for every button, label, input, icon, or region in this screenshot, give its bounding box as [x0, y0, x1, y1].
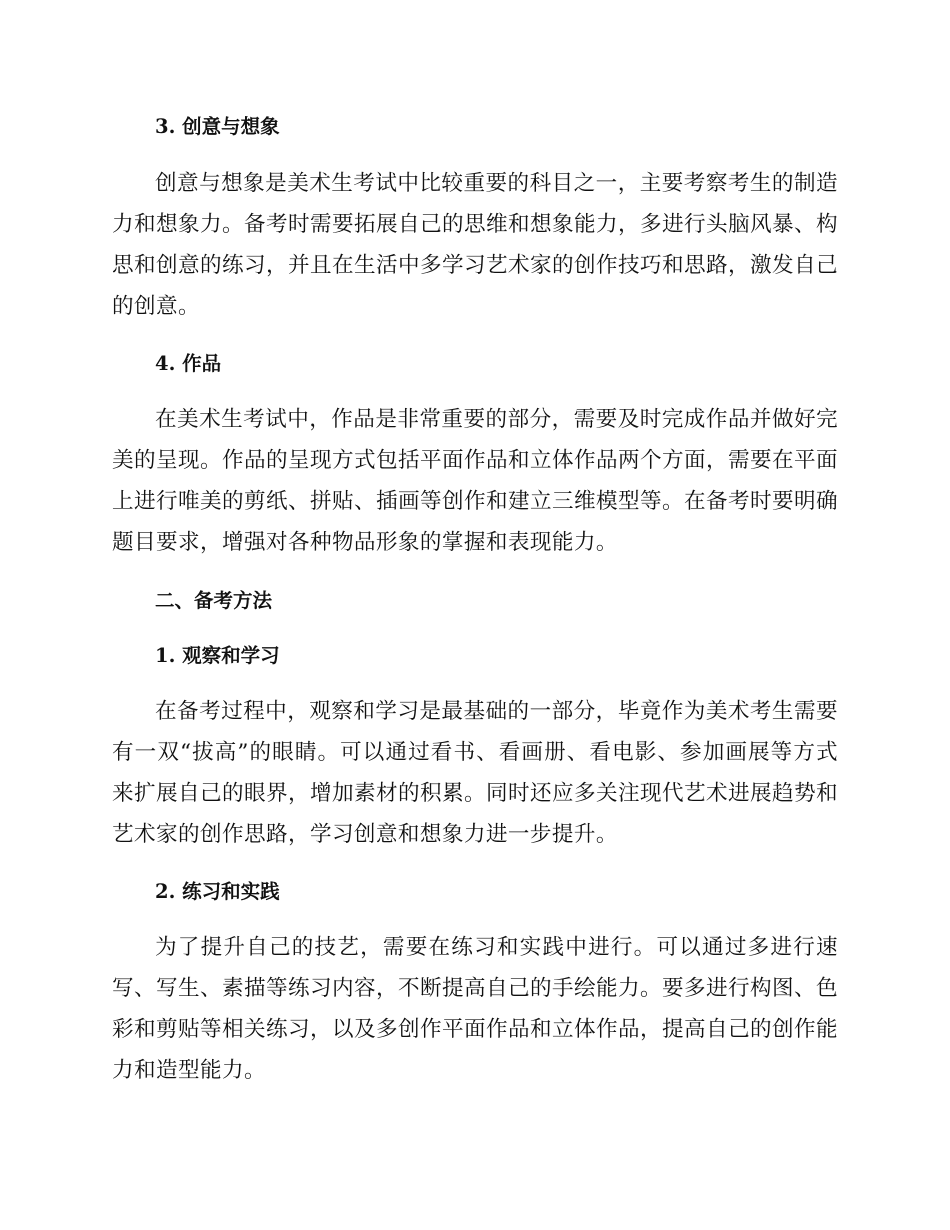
paragraph-practice: 为了提升自己的技艺，需要在练习和实践中进行。可以通过多进行速写、写生、素描等练习内容，不断提高自己的手绘能力。要多进行构图、色彩和剪贴等相关练习，以及多创作平面作品和立体作品，提高自己的创作能力和造型能力。 [112, 935, 838, 1083]
paragraph-creativity: 创意与想象是美术生考试中比较重要的科目之一，主要考察考生的制造力和想象力。备考时需要拓展自己的思维和想象能力，多进行头脑风暴、构思和创意的练习，并且在生活中多学习艺术家的创作技巧和思路，激发自己的创意。 [112, 171, 838, 319]
section-heading-creativity: 3. 创意与想象 [155, 115, 280, 138]
paragraph-works: 在美术生考试中，作品是非常重要的部分，需要及时完成作品并做好完美的呈现。作品的呈现方式包括平面作品和立体作品两个方面，需要在平面上进行唯美的剪纸、拼贴、插画等创作和建立三维模型等。在备考时要明确题目要求，增强对各种物品形象的掌握和表现能力。 [112, 407, 838, 555]
section-heading-prep-methods: 二、备考方法 [155, 589, 273, 612]
paragraph-observe-learn: 在备考过程中，观察和学习是最基础的一部分，毕竟作为美术考生需要有一双“拔高”的眼睛。可以通过看书、看画册、看电影、参加画展等方式来扩展自己的眼界，增加素材的积累。同时还应多关注现代艺术进展趋势和艺术家的创作思路，学习创意和想象力进一步提升。 [112, 699, 838, 847]
section-heading-works: 4. 作品 [155, 352, 222, 375]
section-heading-practice: 2. 练习和实践 [155, 880, 280, 903]
section-heading-observe-learn: 1. 观察和学习 [155, 644, 280, 667]
